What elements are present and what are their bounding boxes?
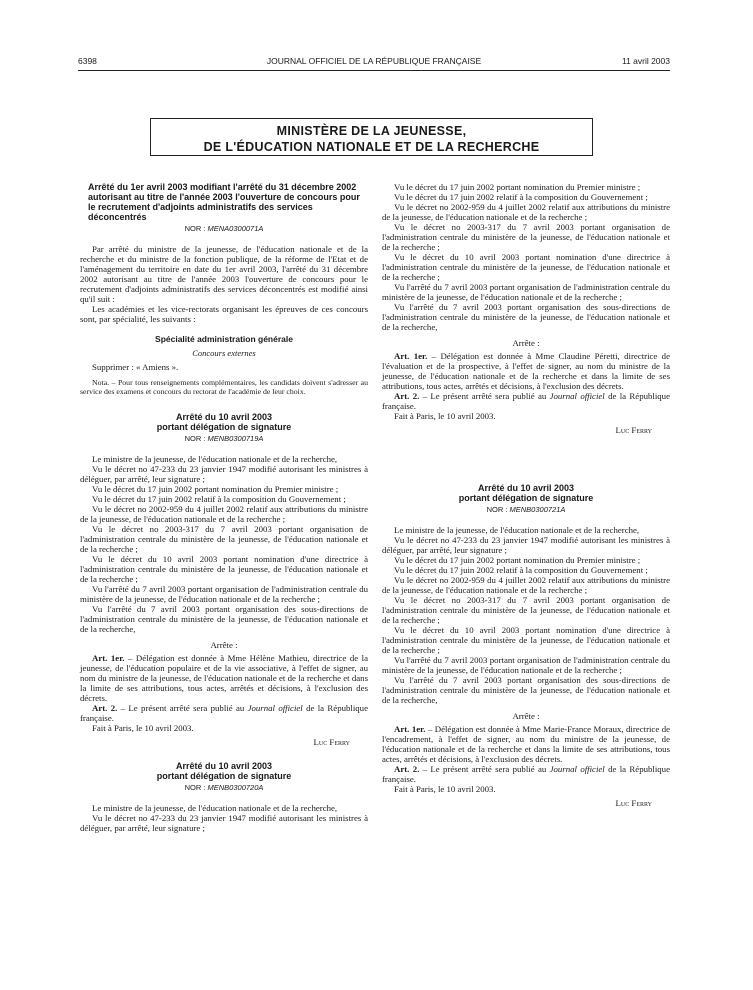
article-2-para: Vu le décret no 2002-959 du 4 juillet 2002 relatif aux attributions du ministre de la jeunesse, de l'éducation nationale et de la recherche ; — [80, 504, 368, 524]
ministry-box — [150, 118, 593, 156]
article-2-para: Le ministre de la jeunesse, de l'éducation nationale et de la recherche, — [92, 454, 338, 464]
article-2-fait: Fait à Paris, le 10 avril 2003. — [92, 723, 194, 733]
article-3-para: Le ministre de la jeunesse, de l'éducation nationale et de la recherche, — [92, 803, 338, 813]
article-4-para: Vu l'arrêté du 7 avril 2003 portant organisation des sous-directions de l'administration centrale du ministère de la jeunesse, de l'éducation nationale et de la recherche, — [382, 675, 670, 705]
article-3-para: Vu l'arrêté du 7 avril 2003 portant organisation des sous-directions de l'administration centrale du ministère de la jeunesse, de l'éducation nationale et de la recherche, — [382, 302, 670, 332]
article-4-fait: Fait à Paris, le 10 avril 2003. — [394, 784, 496, 794]
ministry-line-2: DE L'ÉDUCATION NATIONALE ET DE LA RECHERCHE — [203, 140, 540, 154]
article-3-para: Vu le décret du 17 juin 2002 portant nomination du Premier ministre ; — [394, 182, 641, 192]
article-2-para: Vu l'arrêté du 7 avril 2003 portant organisation de l'administration centrale du ministère de la jeunesse, de l'éducation nationale et de la recherche ; — [80, 584, 368, 604]
arrete-label: Arrête : — [512, 338, 540, 348]
article-3-nor: NOR : MENB0300720A — [184, 783, 264, 792]
article-2-signature: Luc Ferry — [313, 737, 350, 747]
article-2-para: Vu le décret du 17 juin 2002 relatif à la composition du Gouvernement ; — [92, 494, 346, 504]
article-3-art2: Art. 2. – Le présent arrêté sera publié au Journal officiel de la République française. — [382, 391, 670, 411]
article-3-title-1: Arrêté du 10 avril 2003 — [175, 761, 273, 771]
left-column — [80, 182, 368, 833]
article-4-nor: NOR : MENB0300721A — [486, 505, 566, 514]
article-3-para: Vu l'arrêté du 7 avril 2003 portant organisation de l'administration centrale du ministère de la jeunesse, de l'éducation nationale et de la recherche ; — [382, 282, 670, 302]
article-4-para: Vu l'arrêté du 7 avril 2003 portant organisation de l'administration centrale du ministère de la jeunesse, de l'éducation nationale et de la recherche ; — [382, 655, 670, 675]
article-4-para: Vu le décret no 47-233 du 23 janvier 1947 modifié autorisant les ministres à déléguer, par arrêté, leur signature ; — [382, 535, 670, 555]
nota-text: Nota. – Pour tous renseignements complémentaires, les candidats doivent s'adresser au service des examens et concours du rectorat de l'académie de leur choix. — [80, 378, 368, 396]
article-4-visas — [382, 525, 670, 705]
article-2-para: Vu le décret du 17 juin 2002 portant nomination du Premier ministre ; — [92, 484, 339, 494]
article-4-title-2: portant délégation de signature — [458, 493, 594, 503]
article-2-para: Vu le décret no 2003-317 du 7 avril 2003 portant organisation de l'administration centrale du ministère de la jeunesse, de l'éducation nationale et de la recherche ; — [80, 524, 368, 554]
article-4-para: Vu le décret du 17 juin 2002 relatif à la composition du Gouvernement ; — [394, 565, 648, 575]
concours-heading: Concours externes — [192, 348, 256, 358]
article-2-art2: Art. 2. – Le présent arrêté sera publié au Journal officiel de la République française. — [80, 703, 368, 723]
article-2-title-1: Arrêté du 10 avril 2003 — [175, 412, 273, 422]
article-4-para: Vu le décret du 17 juin 2002 portant nomination du Premier ministre ; — [394, 555, 641, 565]
article-3-para: Vu le décret no 2002-959 du 4 juillet 2002 relatif aux attributions du ministre de la jeunesse, de l'éducation nationale et de la recherche ; — [382, 202, 670, 222]
article-4-para: Vu le décret du 10 avril 2003 portant nomination d'une directrice à l'administration centrale du ministère de la jeunesse, de l'éducation nationale et de la recherche ; — [382, 625, 670, 655]
article-4-art1: Art. 1er. – Délégation est donnée à Mme Marie-France Moraux, directrice de l'encadrement, à l'effet de signer, au nom du ministre de la jeunesse, de l'éducation nationale et de la recherche et dans la limite de ses attributions, tous actes, arrêtés et décisions, à l'exclusion des décrets. — [382, 724, 670, 764]
article-2-para: Vu le décret du 10 avril 2003 portant nomination d'une directrice à l'administration centrale du ministère de la jeunesse, de l'éducation nationale et de la recherche ; — [80, 554, 368, 584]
article-2-para: Vu l'arrêté du 7 avril 2003 portant organisation des sous-directions de l'administration centrale du ministère de la jeunesse, de l'éducation nationale et de la recherche, — [80, 604, 368, 634]
specialite-heading: Spécialité administration générale — [155, 334, 293, 344]
article-2-para: Vu le décret no 47-233 du 23 janvier 1947 modifié autorisant les ministres à déléguer, par arrêté, leur signature ; — [80, 464, 368, 484]
article-3-para: Vu le décret no 2003-317 du 7 avril 2003 portant organisation de l'administration centrale du ministère de la jeunesse, de l'éducation nationale et de la recherche ; — [382, 222, 670, 252]
article-1-title: Arrêté du 1er avril 2003 modifiant l'arrêté du 31 décembre 2002 autorisant au titre de l'année 2003 l'ouverture de concours pour le recrutement d'adjoints administratifs des services déconcentrés — [88, 182, 360, 222]
article-4-signature: Luc Ferry — [615, 798, 652, 808]
supprimer-line: Supprimer : « Amiens ». — [92, 362, 179, 372]
article-3-fait: Fait à Paris, le 10 avril 2003. — [394, 411, 496, 421]
article-3-art1: Art. 1er. – Délégation est donnée à Mme Claudine Péretti, directrice de l'évaluation et de la prospective, à l'effet de signer, au nom du ministre de la jeunesse, de l'éducation nationale et de la recherche et dans la limite de ses attributions, tous actes, arrêtés et décisions, à l'exclusion des décrets. — [382, 351, 670, 391]
page-header — [78, 56, 670, 68]
page-number: 6398 — [78, 56, 97, 66]
article-2-title-2: portant délégation de signature — [156, 422, 292, 432]
article-2-visas — [80, 454, 368, 634]
article-1-para: Les académies et les vice-rectorats organisant les épreuves de ces concours sont, par spécialité, les suivants : — [80, 304, 368, 324]
article-3-title-2: portant délégation de signature — [156, 771, 292, 781]
article-4-title-1: Arrêté du 10 avril 2003 — [477, 483, 575, 493]
arrete-label: Arrête : — [512, 711, 540, 721]
journal-title: JOURNAL OFFICIEL DE LA RÉPUBLIQUE FRANÇAISE — [266, 56, 482, 66]
article-3-para: Vu le décret du 17 juin 2002 relatif à la composition du Gouvernement ; — [394, 192, 648, 202]
right-column — [382, 182, 670, 822]
article-1-para: Par arrêté du ministre de la jeunesse, de l'éducation nationale et de la recherche et du ministre de la fonction publique, de la réforme de l'Etat et de l'aménagement du territoire en date du 1er avril 2003, l'arrêté du 31 décembre 2002 autorisant au titre de l'année 2003 l'ouverture de concours pour le recrutement d'adjoints administratifs des services déconcentrés est modifié ainsi qu'il suit : — [80, 244, 368, 304]
article-3-para: Vu le décret du 10 avril 2003 portant nomination d'une directrice à l'administration centrale du ministère de la jeunesse, de l'éducation nationale et de la recherche ; — [382, 252, 670, 282]
arrete-label: Arrête : — [210, 640, 238, 650]
article-3-para: Vu le décret no 47-233 du 23 janvier 1947 modifié autorisant les ministres à déléguer, par arrêté, leur signature ; — [80, 813, 368, 833]
article-3-signature: Luc Ferry — [615, 425, 652, 435]
article-4-art2: Art. 2. – Le présent arrêté sera publié au Journal officiel de la République française. — [382, 764, 670, 784]
header-rule — [78, 70, 670, 71]
ministry-line-1: MINISTÈRE DE LA JEUNESSE, — [276, 124, 467, 138]
article-2-nor: NOR : MENB0300719A — [184, 434, 264, 443]
issue-date: 11 avril 2003 — [621, 56, 670, 66]
article-2-art1: Art. 1er. – Délégation est donnée à Mme Hélène Mathieu, directrice de la jeunesse, de l'éducation populaire et de la vie associative, à l'effet de signer, au nom du ministre de la jeunesse, de l'éducation nationale et de la recherche et dans la limite de ses attributions, tous actes, arrêtés et décisions, à l'exclusion des décrets. — [80, 653, 368, 703]
article-4-para: Le ministre de la jeunesse, de l'éducation nationale et de la recherche, — [394, 525, 640, 535]
article-1-nor: NOR : MENA0300071A — [184, 224, 264, 233]
article-4-para: Vu le décret no 2003-317 du 7 avril 2003 portant organisation de l'administration centrale du ministère de la jeunesse, de l'éducation nationale et de la recherche ; — [382, 595, 670, 625]
article-4-para: Vu le décret no 2002-959 du 4 juillet 2002 relatif aux attributions du ministre de la jeunesse, de l'éducation nationale et de la recherche ; — [382, 575, 670, 595]
